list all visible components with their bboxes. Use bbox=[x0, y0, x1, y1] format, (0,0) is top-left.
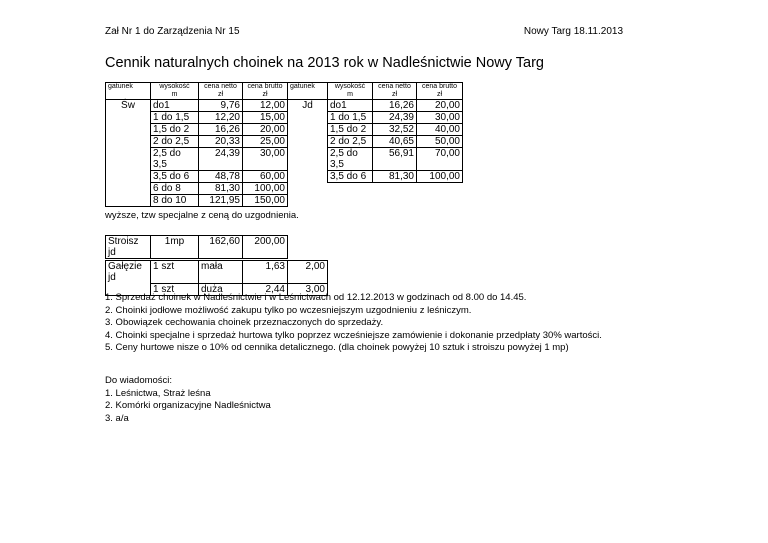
table-cell: 32,52 bbox=[373, 124, 417, 136]
unit-label: zł bbox=[373, 91, 417, 100]
galezie-table bbox=[105, 260, 328, 296]
species-sw: Św bbox=[106, 100, 151, 112]
table-cell: 100,00 bbox=[417, 171, 463, 183]
stroisz-netto: 162,60 bbox=[199, 236, 243, 259]
table-cell: 2 do 2,5 bbox=[328, 136, 373, 148]
notes-list bbox=[105, 292, 602, 355]
col-header-cena-netto: cena netto bbox=[199, 83, 243, 92]
distribution-item: 2. Komórki organizacyjne Nadleśnictwa bbox=[105, 400, 271, 411]
table-cell: 20,00 bbox=[417, 100, 463, 112]
table-cell: 8 do 10 bbox=[151, 195, 199, 207]
distribution-item: 3. a/a bbox=[105, 412, 129, 424]
col-header-cena-netto: cena netto bbox=[373, 83, 417, 92]
table-cell: 25,00 bbox=[243, 136, 288, 148]
col-header-cena-brutto: cena brutto bbox=[243, 83, 288, 92]
table-cell: 2,5 do 3,5 bbox=[151, 148, 199, 171]
table-cell: 3,5 do 6 bbox=[151, 171, 199, 183]
stroisz-unit: 1mp bbox=[151, 236, 199, 259]
note-item: 4. Choinki specjalne i sprzedaż hurtowa tylko poprzez wcześniejsze zamówienie i dokonanie przedpłaty 30% wartości. bbox=[105, 329, 602, 341]
table-cell: do1 bbox=[328, 100, 373, 112]
species-jd: Jd bbox=[302, 100, 313, 111]
table-cell: 1 szt bbox=[151, 261, 199, 284]
col-header-wysokosc: wysokość bbox=[151, 83, 199, 92]
stroisz-table bbox=[105, 235, 288, 259]
table-cell: 12,00 bbox=[243, 100, 288, 112]
table-cell: 56,91 bbox=[373, 148, 417, 171]
table-cell: 1 szt bbox=[151, 283, 199, 295]
table-cell: 1 do 1,5 bbox=[328, 112, 373, 124]
distribution-list bbox=[105, 375, 271, 425]
special-trees-note: wyższe, tzw specjalne z ceną do uzgodnienia. bbox=[105, 210, 299, 221]
note-item: 3. Obowiązek cechowania choinek przeznaczonych do sprzedaży. bbox=[105, 317, 384, 328]
table-cell: 24,39 bbox=[373, 112, 417, 124]
unit-label: m bbox=[328, 91, 373, 100]
table-cell: 2,5 do 3,5 bbox=[328, 148, 373, 171]
table-cell: 81,30 bbox=[199, 183, 243, 195]
table-cell: 2 do 2,5 bbox=[151, 136, 199, 148]
table-cell: 100,00 bbox=[243, 183, 288, 195]
col-header-wysokosc: wysokość bbox=[328, 83, 373, 92]
unit-label: zł bbox=[417, 91, 463, 100]
table-cell: 48,78 bbox=[199, 171, 243, 183]
table-cell: 40,00 bbox=[417, 124, 463, 136]
table-cell: 3,00 bbox=[288, 283, 328, 295]
table-cell: 60,00 bbox=[243, 171, 288, 183]
col-header-gatunek: gatunek bbox=[106, 83, 151, 92]
table-cell: 30,00 bbox=[417, 112, 463, 124]
table-cell: 12,20 bbox=[199, 112, 243, 124]
unit-label: m bbox=[151, 91, 199, 100]
table-cell: 30,00 bbox=[243, 148, 288, 171]
note-item: 5. Ceny hurtowe nisze o 10% od cennika detalicznego. (dla choinek powyżej 10 sztuk i stroiszu powyżej 1 mp) bbox=[105, 342, 569, 353]
table-cell: 2,44 bbox=[243, 283, 288, 295]
note-item: 1. Sprzedaż choinek w Nadleśnictwie i w Leśnictwach od 12.12.2013 w godzinach od 8.00 do 14.45. bbox=[105, 292, 527, 303]
table-cell: 6 do 8 bbox=[151, 183, 199, 195]
table-cell: 20,00 bbox=[243, 124, 288, 136]
distribution-heading: Do wiadomości: bbox=[105, 375, 173, 386]
table-cell: 1,5 do 2 bbox=[151, 124, 199, 136]
table-cell: 150,00 bbox=[243, 195, 288, 207]
table-cell: 15,00 bbox=[243, 112, 288, 124]
stroisz-brutto: 200,00 bbox=[243, 236, 288, 259]
stroisz-label: Stroisz jd bbox=[106, 236, 151, 259]
galezie-label: Gałęzie jd bbox=[106, 261, 151, 284]
table-cell: 1,63 bbox=[243, 261, 288, 284]
page-title: Cennik naturalnych choinek na 2013 rok w Nadleśnictwie Nowy Targ bbox=[105, 55, 544, 71]
table-cell: duża bbox=[199, 283, 243, 295]
unit-label: zł bbox=[199, 91, 243, 100]
note-item: 2. Choinki jodłowe możliwość zakupu tylko po wczesniejszym uzgodnieniu z leśniczym. bbox=[105, 304, 472, 316]
table-cell: 24,39 bbox=[199, 148, 243, 171]
unit-label: zł bbox=[243, 91, 288, 100]
table-cell: 9,76 bbox=[199, 100, 243, 112]
table-cell: 3,5 do 6 bbox=[328, 171, 373, 183]
table-cell: 20,33 bbox=[199, 136, 243, 148]
document-header-date: Nowy Targ 18.11.2013 bbox=[523, 26, 623, 37]
table-cell: 16,26 bbox=[199, 124, 243, 136]
table-cell: 50,00 bbox=[417, 136, 463, 148]
table-cell: mała bbox=[199, 261, 243, 284]
document-header-left: Zał Nr 1 do Zarządzenia Nr 15 bbox=[105, 26, 240, 37]
table-cell: do1 bbox=[151, 100, 199, 112]
col-header-gatunek: gatunek bbox=[288, 83, 328, 92]
table-cell: 1,5 do 2 bbox=[328, 124, 373, 136]
distribution-item: 1. Leśnictwa, Straż leśna bbox=[105, 387, 211, 399]
table-cell: 40,65 bbox=[373, 136, 417, 148]
table-cell: 16,26 bbox=[373, 100, 417, 112]
table-cell: 70,00 bbox=[417, 148, 463, 171]
table-cell: 121,95 bbox=[199, 195, 243, 207]
table-cell: 2,00 bbox=[288, 261, 328, 284]
price-table bbox=[105, 82, 463, 207]
table-cell: 81,30 bbox=[373, 171, 417, 183]
table-cell: 1 do 1,5 bbox=[151, 112, 199, 124]
col-header-cena-brutto: cena brutto bbox=[417, 83, 463, 92]
